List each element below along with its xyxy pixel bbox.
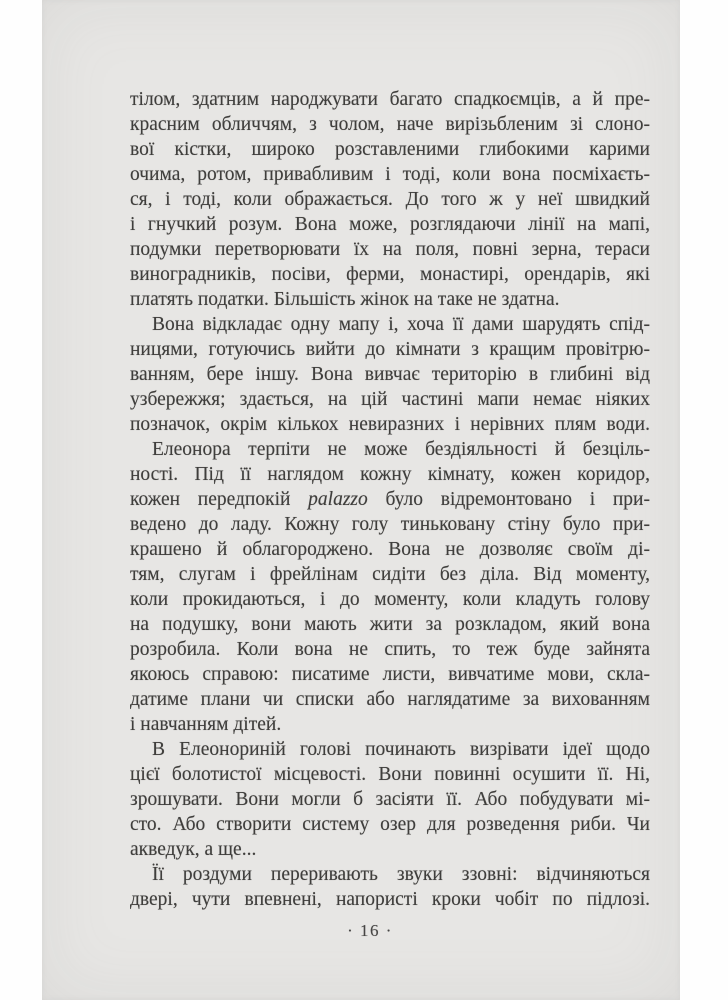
paragraph: [130, 437, 650, 737]
text-line: розробила. Коли вона не спить, то теж буде зайнята: [130, 639, 650, 660]
page-number: · 16 ·: [347, 921, 393, 940]
text-line: подумки перетворювати їх на поля, повні зерна, тераси: [130, 239, 650, 260]
text-line: на подушку, вони мають жити за розкладом, який вона: [130, 614, 650, 635]
paragraph: [130, 737, 650, 862]
text-line: очима, ротом, привабливим і тоді, коли вона посміхаєть-: [130, 164, 650, 185]
text-line: і гнучкий розум. Вона може, розглядаючи лінії на мапі,: [130, 214, 650, 235]
text-line: акведук, а ще...: [130, 839, 257, 860]
text-line: Її роздуми переривають звуки ззовні: відчиняються: [152, 864, 650, 885]
text-line: цієї болотистої місцевості. Вони повинні осушити її. Ні,: [130, 764, 650, 785]
text-line: ванням, бере іншу. Вона вивчає територію в глибині від: [130, 364, 650, 385]
text-line: сто. Або створити систему озер для розведення риби. Чи: [130, 814, 650, 835]
text-line: В Елеонориній голові починають визрівати ідеї щодо: [152, 739, 650, 760]
text-line: вої кістки, широко розставленими глибокими карими: [130, 139, 650, 160]
text-line: ся, і тоді, коли ображається. До того ж у неї швидкий: [130, 189, 650, 210]
text-line: двері, чути впевнені, напористі кроки чобіт по підлозі.: [130, 889, 650, 910]
text-line: тям, слугам і фрейлінам сидіти без діла. Від моменту,: [130, 564, 650, 585]
text-line: позначок, окрім кількох невиразних і нерівних плям води.: [130, 414, 650, 435]
text-line: крашено й облагороджено. Вона не дозволяє своїм ді-: [130, 539, 650, 560]
text-line: Вона відкладає одну мапу і, хоча її дами шарудять спід-: [152, 314, 650, 335]
text-line: і навчанням дітей.: [130, 714, 282, 735]
text-line: кожен передпокій palazzo було відремонтовано і при-: [130, 489, 650, 510]
text-line: платять податки. Більшість жінок на таке не здатна.: [130, 289, 560, 310]
paragraph: [130, 87, 650, 312]
text-line: красним обличчям, з чолом, наче вирізьбленим зі слоно-: [130, 114, 650, 135]
body-text: [130, 87, 650, 912]
text-line: якоюсь справою: писатиме листи, вивчатиме мови, скла-: [130, 664, 650, 685]
paragraph: [130, 862, 650, 912]
text-line: зрошувати. Вони могли б засіяти її. Або побудувати мі-: [130, 789, 650, 810]
text-line: ведено до ладу. Кожну голу тиньковану стіну було при-: [130, 514, 650, 535]
text-line: ності. Під її наглядом кожну кімнату, кожен коридор,: [130, 464, 650, 485]
paragraph: [130, 312, 650, 437]
text-line: тілом, здатним народжувати багато спадкоємців, а й пре-: [130, 89, 650, 110]
text-line: коли прокидаються, і до моменту, коли кладуть голову: [130, 589, 650, 610]
text-line: узбережжя; здається, на цій частині мапи немає ніяких: [130, 389, 650, 410]
book-page: [42, 0, 680, 1000]
text-line: Елеонора терпіти не може бездіяльності й безціль-: [152, 439, 650, 460]
text-line: датиме плани чи списки або наглядатиме за вихованням: [130, 689, 650, 710]
text-line: виноградників, посіви, ферми, монастирі, орендарів, які: [130, 264, 650, 285]
text-line: ницями, готуючись вийти до кімнати з кращим провітрю-: [130, 339, 650, 360]
